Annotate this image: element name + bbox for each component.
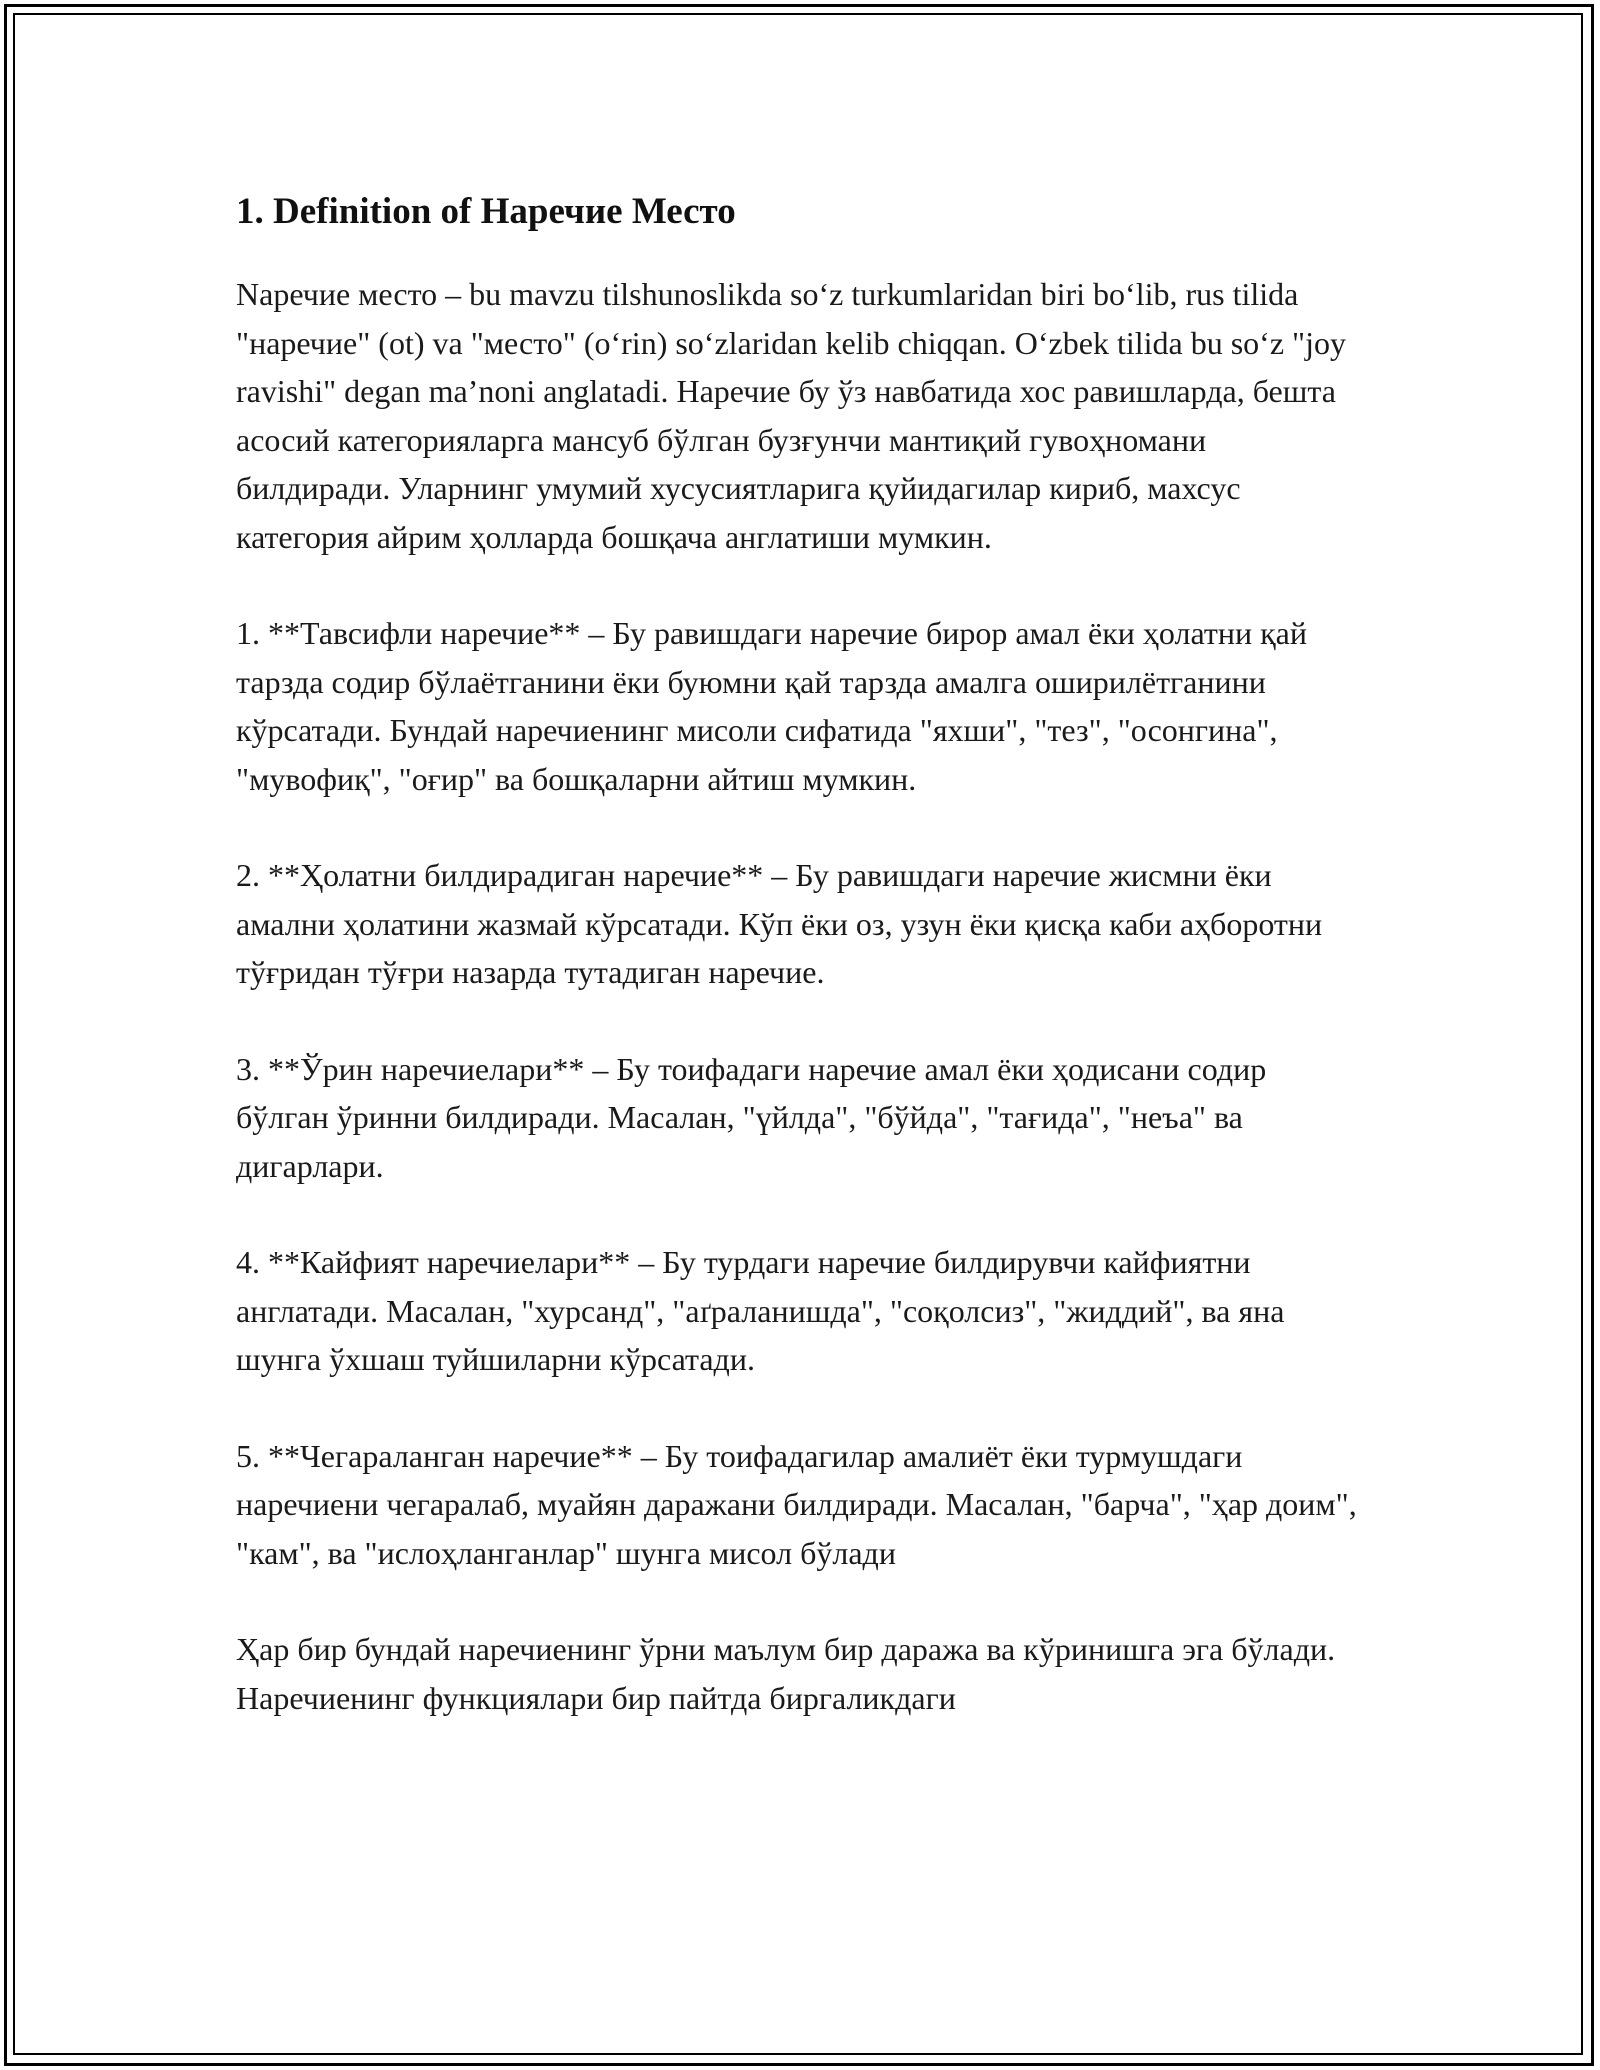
paragraph-item-2: 2. **Ҳолатни билдирадиган наречие** – Бу равишдаги наречие жисмни ёки амални ҳолатини жазмай кўрсатади. Кўп ёки оз, узун ёки қисқа каби аҳборотни тўғридан тўғри назарда тутадиган наречие. (236, 857, 1323, 990)
paragraph-item-1: 1. **Тавсифли наречие** – Бу равишдаги наречие бирор амал ёки ҳолатни қай тарзда содир бўлаётганини ёки буюмни қай тарзда амалга оширилётганини кўрсатади. Бундай наречиенинг мисоли сифатида "яхши", "тез", "осонгина", "мувофиқ", "оғир" ва бошқаларни айтиш мумкин. (236, 615, 1307, 797)
paragraph-item-5: 5. **Чегараланган наречие** – Бу тоифадагилар амалиёт ёки турмушдаги наречиени чегаралаб, муайян даражани билдиради. Масалан, "барча", "ҳар доим", "кам", ва "ислоҳланганлар" шунга мисол бўлади (236, 1437, 1357, 1571)
paragraph-item-3: 3. **Ўрин наречиелари** – Бу тоифадаги наречие амал ёки ҳодисани содир бўлган ўринни билдиради. Масалан, "үйлда", "бўйда", "тағида", "неъа" ва дигарлари. (236, 1050, 1267, 1184)
paragraph-intro: Nаречие место – bu mavzu tilshunoslikda so‘z turkumlaridan biri bo‘lib, rus tilida "наречие" (ot) va "место" (o‘rin) so‘zlaridan kelib chiqqan. O‘zbek tilida bu so‘z "joy ravishi" degan ma’noni anglatadi. Наречие бу ўз навбатида хос равишларда, бешта асосий категорияларга мансуб бўлган бузғунчи мантиқий гувоҳномани билдиради. Уларнинг умумий хусусиятларига қуйидагилар кириб, махсус категория айрим ҳолларда бошқача англатиши мумкин. (236, 276, 1346, 555)
document-page (236, 188, 1366, 1722)
paragraph-item-4: 4. **Кайфият наречиелари** – Бу турдаги наречие билдирувчи кайфиятни англатади. Масалан, "хурсанд", "аґраланишда", "соқолсиз", "жиддий", ва яна шунга ўхшаш туйшиларни кўрсатади. (236, 1244, 1285, 1377)
paragraph-closing: Ҳар бир бундай наречиенинг ўрни маълум бир даража ва кўринишга эга бўлади. Наречиенинг функциялари бир пайтда биргаликдаги (236, 1631, 1336, 1716)
section-heading: 1. Definition of Наречие Место (236, 191, 736, 232)
